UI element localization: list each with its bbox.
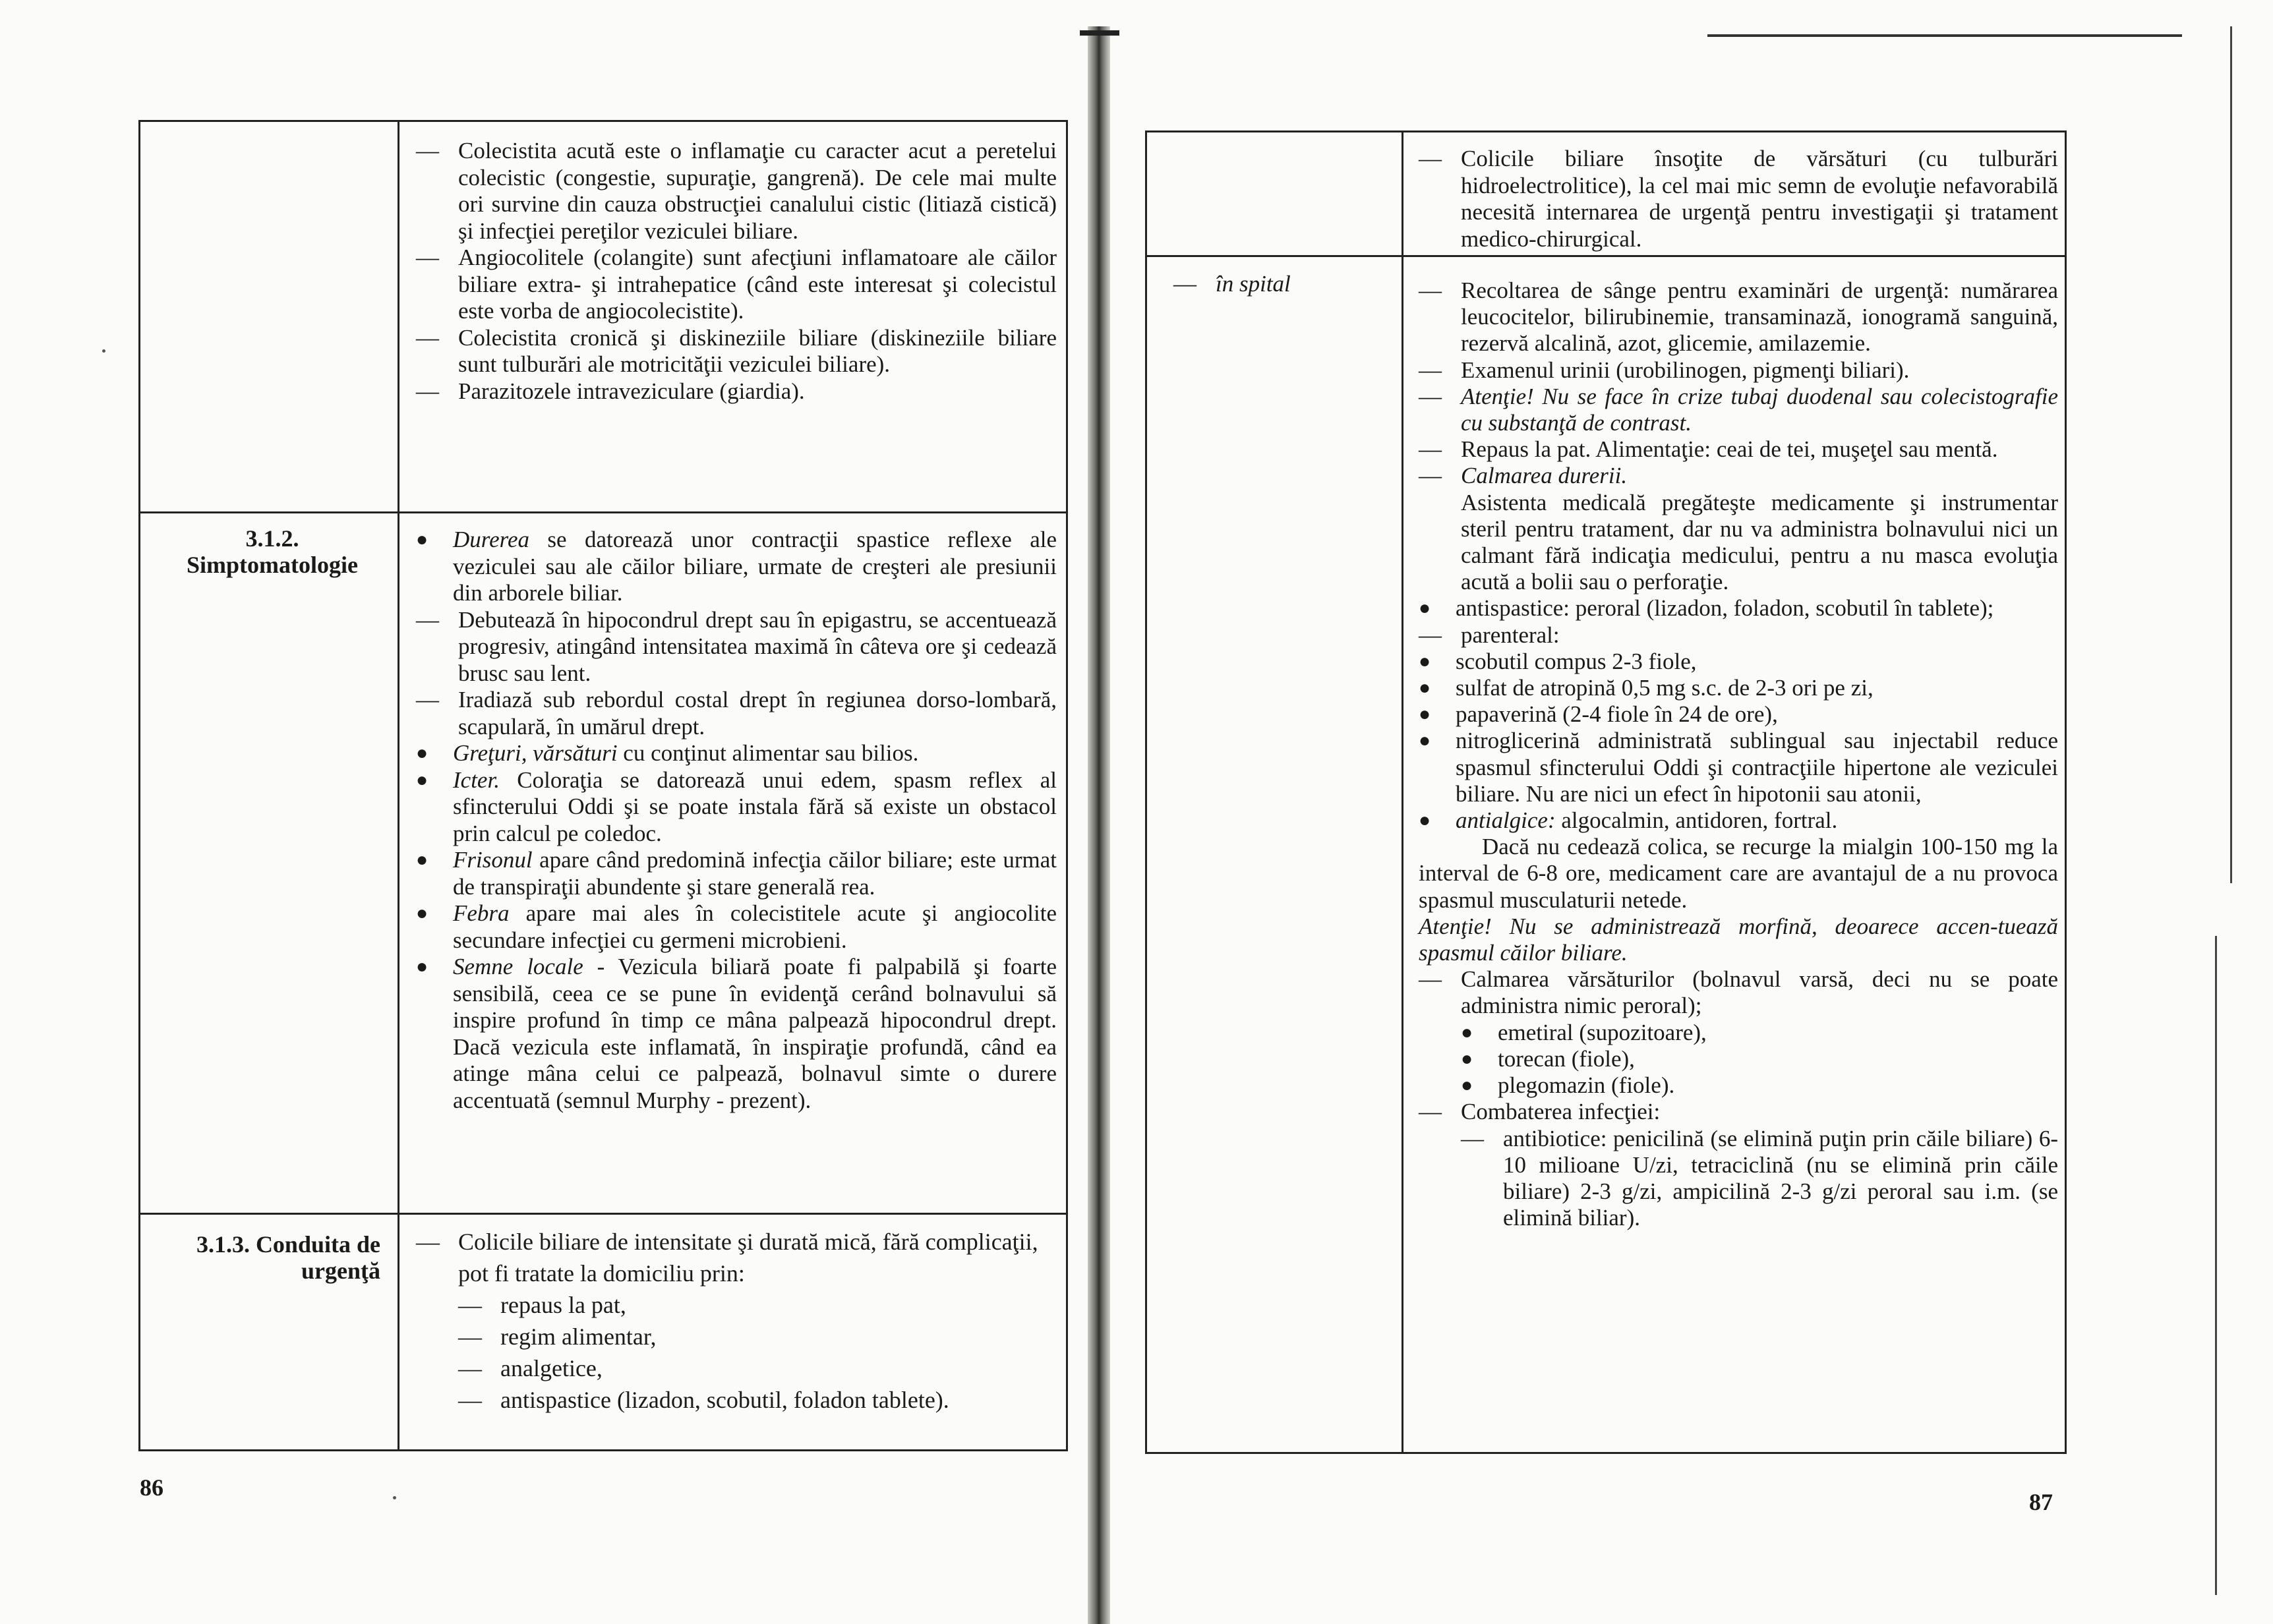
- bullet-item: ● scobutil compus 2-3 fiole,: [1419, 648, 1697, 674]
- column-divider: [1402, 132, 1403, 1452]
- left-page-table: [138, 120, 1068, 1451]
- bullet-item: ● Frisonul apare când predomină infecţia căilor biliare; este urmat de transpiraţii abundente şi stare generală rea.: [416, 847, 1057, 900]
- list-item: — Parazitozele intraveziculare (giardia).: [416, 378, 805, 404]
- bullet-item: ● Semne locale - Vezicula biliară poate fi palpabilă şi foarte sensibilă, ceea ce se pune în evidenţă cerând bolnavului să inspire profund în timp ce mâna palpează hipocondrul drept. Dacă vezicula este inflamată, în inspiraţie profundă, când ea atinge mâna celui ce palpează, bolnavul simte o durere accentuată (semnul Murphy - prezent).: [416, 954, 1057, 1113]
- section-heading-simptomatologie: 3.1.2. Simptomatologie: [187, 525, 358, 578]
- left-row3-content: [416, 1226, 1057, 1416]
- bullet-item: ● emetiral (supozitoare),: [1461, 1019, 1707, 1045]
- list-item: — Iradiază sub rebordul costal drept în regiunea dorso-lombară, scapulară, în umărul drept.: [416, 687, 1057, 740]
- bullet-item: ● Febra apare mai ales în colecistitele acute şi angiocolite secundare infecţiei cu germeni microbieni.: [416, 900, 1057, 953]
- list-item: — antispastice (lizadon, scobutil, foladon tablete).: [458, 1387, 949, 1413]
- paragraph: Asistenta medicală pregăteşte medicamente şi instrumentar steril pentru tratament, dar nu va administra bolnavului nici un calmant fără indicaţia medicului, pentru a nu masca evoluţia acută a bolii sau o perforaţie.: [1461, 489, 2058, 595]
- page-edge-mark: [2215, 936, 2217, 1595]
- list-item: — Recoltarea de sânge pentru examinări de urgenţă: numărarea leucocitelor, bilirubinemie, transaminază, ionogramă sanguină, rezervă alcalină, azot, glicemie, amilazemie.: [1419, 277, 2058, 357]
- list-item: — Calmarea vărsăturilor (bolnavul varsă, deci nu se poate administra nimic peroral);: [1419, 966, 2058, 1019]
- list-item: — repaus la pat,: [458, 1292, 626, 1318]
- list-item: — Colicile biliare de intensitate şi durată mică, fără complicaţii, pot fi tratate la domiciliu prin:: [416, 1229, 1038, 1287]
- list-item: — Repaus la pat. Alimentaţie: ceai de tei, muşeţel sau mentă.: [1419, 436, 1998, 463]
- list-item: — Colicile biliare însoţite de vărsături (cu tulburări hidroelectrolitice), la cel mai mic semn de evoluţie nefavorabilă necesită internarea de urgenţă pentru investigaţii şi tratament medico-chirurgical.: [1419, 146, 2058, 252]
- list-item: — parenteral:: [1419, 622, 1560, 648]
- bullet-item: ● antialgice: algocalmin, antidoren, fortral.: [1419, 807, 1838, 834]
- bullet-item: ● nitroglicerină administrată sublingual sau injectabil reduce spasmul sfincterului Oddi şi contracţiile hipertone ale veziculei biliare. Nu are nici un efect în hipotonii sau atonii,: [1419, 728, 2058, 807]
- section-heading-spital: — în spital: [1173, 271, 1291, 297]
- list-item: — Colecistita acută este o inflamaţie cu caracter acut a peretelui colecistic (congestie, supuraţie, gangrenă). De cele mai multe ori survine din cauza obstrucţiei canalului cistic (litiază cistică) şi infecţiei pereţilor veziculei biliare.: [416, 138, 1057, 244]
- list-item: — Angiocolitele (colangite) sunt afecţiuni inflamatoare ale căilor biliare extra- şi intrahepatice (când este interesat şi colecistul este vorba de angiocolecistite).: [416, 245, 1057, 324]
- column-divider: [398, 122, 399, 1449]
- list-item: — Calmarea durerii.: [1419, 463, 1628, 489]
- list-item: — Debutează în hipocondrul drept sau în epigastru, se accentuează progresiv, atingând intensitatea maximă în câteva ore şi cedează brusc sau lent.: [416, 606, 1057, 686]
- section-heading-conduita: 3.1.3. Conduita de urgenţă: [196, 1231, 380, 1284]
- gutter-shadow: [1080, 30, 1119, 36]
- list-item: — Atenţie! Nu se face în crize tubaj duodenal sau colecistografie cu substanţă de contrast.: [1419, 383, 2058, 436]
- page-number-right: 87: [2029, 1489, 2053, 1515]
- row-divider: [140, 1213, 1066, 1215]
- list-item: — regim alimentar,: [458, 1323, 657, 1350]
- list-item: — antibiotice: penicilină (se elimină puţin prin căile biliare) 6-10 milioane U/zi, tetraciclină (nu se elimină prin căile biliare) 2-3 g/zi, ampicilină 2-3 g/zi peroral sau i.m. (se elimină biliar).: [1461, 1125, 2058, 1231]
- list-item: — Combaterea infecţiei:: [1419, 1099, 1661, 1125]
- left-row2-content: [416, 527, 1057, 1114]
- page-number-left: 86: [140, 1474, 163, 1501]
- bullet-item: ● papaverină (2-4 fiole în 24 de ore),: [1419, 701, 1778, 728]
- page-edge-mark: [2230, 26, 2232, 883]
- warning-paragraph: Atenţie! Nu se administrează morfină, deoarece accen-tuează spasmul căilor biliare.: [1419, 913, 2058, 966]
- bullet-item: ● plegomazin (fiole).: [1461, 1072, 1675, 1099]
- bullet-item: ● Durerea se datorează unor contracţii spastice reflexe ale veziculei sau ale căilor biliare, urmate de creşteri ale presiunii din arborele biliar.: [416, 527, 1057, 606]
- bullet-item: ● torecan (fiole),: [1461, 1045, 1635, 1072]
- row-divider: [1147, 255, 2065, 257]
- bullet-item: ● Icter. Coloraţia se datorează unui edem, spasm reflex al sfincterului Oddi şi se poate instala fără să existe un obstacol prin calcul pe coledoc.: [416, 767, 1057, 846]
- top-rule: [1707, 34, 2182, 37]
- left-row1-content: [416, 138, 1057, 405]
- list-item: — Colecistita cronică şi diskineziile biliare (diskineziile biliare sunt tulburări ale motricităţii veziculei biliare).: [416, 324, 1057, 377]
- book-gutter: [1088, 26, 1110, 1624]
- row-divider: [140, 511, 1066, 513]
- bullet-item: ● antispastice: peroral (lizadon, foladon, scobutil în tablete);: [1419, 595, 1994, 622]
- bullet-item: ● Greţuri, vărsături cu conţinut alimentar sau bilios.: [416, 740, 919, 766]
- bullet-item: ● sulfat de atropină 0,5 mg s.c. de 2-3 ori pe zi,: [1419, 675, 1874, 701]
- right-row1-content: [1419, 146, 2058, 252]
- list-item: — Examenul urinii (urobilinogen, pigmenţi biliari).: [1419, 357, 1910, 383]
- list-item: — analgetice,: [458, 1355, 603, 1381]
- right-page-table: [1145, 130, 2067, 1454]
- right-row2-content: [1419, 277, 2058, 1231]
- scan-speck: [393, 1496, 396, 1499]
- paragraph: Dacă nu cedează colica, se recurge la mialgin 100-150 mg la interval de 6-8 ore, medicament care are avantajul de a nu provoca spasmul musculaturii netede.: [1419, 834, 2058, 913]
- scan-speck: [102, 349, 105, 353]
